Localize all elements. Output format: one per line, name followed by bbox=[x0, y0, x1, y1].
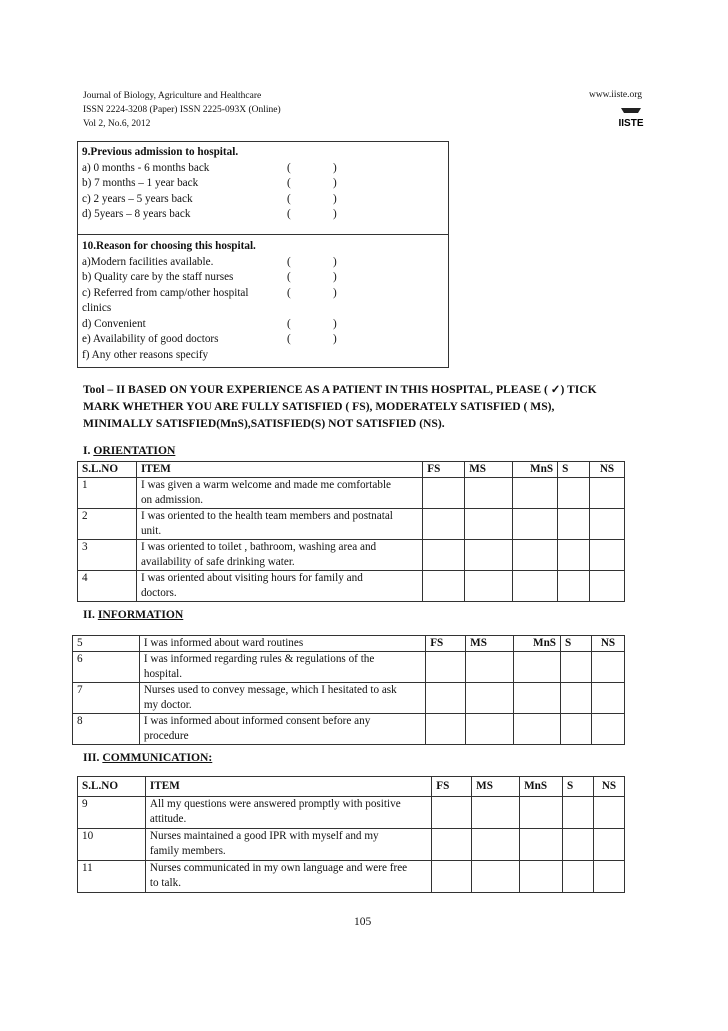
iiste-logo bbox=[618, 106, 644, 128]
q10-option[interactable]: f) Any other reasons specify bbox=[82, 348, 209, 361]
question-10-title: 10.Reason for choosing this hospital. bbox=[82, 240, 256, 252]
table-row: 1 I was given a warm welcome and made me comfortable on admission. bbox=[78, 478, 625, 509]
ms-cell[interactable] bbox=[466, 652, 514, 683]
ns-cell[interactable] bbox=[590, 509, 625, 540]
q9-option[interactable]: b) 7 months – 1 year back ( ) bbox=[82, 177, 337, 189]
fs-cell[interactable] bbox=[426, 683, 466, 714]
s-cell[interactable] bbox=[558, 540, 590, 571]
s-cell[interactable] bbox=[558, 509, 590, 540]
mns-cell[interactable] bbox=[513, 571, 558, 602]
journal-url[interactable]: www.iiste.org bbox=[588, 90, 642, 100]
ns-cell[interactable] bbox=[591, 683, 624, 714]
table-row: 10 Nurses maintained a good IPR with myself and my family members. bbox=[78, 829, 625, 861]
fs-cell[interactable] bbox=[423, 509, 465, 540]
table-row: 4 I was oriented about visiting hours for family and doctors. bbox=[78, 571, 625, 602]
s-cell[interactable] bbox=[561, 714, 592, 745]
q10-option[interactable]: a)Modern facilities available. ( ) bbox=[82, 255, 337, 268]
s-cell[interactable] bbox=[563, 861, 594, 893]
mns-cell[interactable] bbox=[520, 797, 563, 829]
ms-cell[interactable] bbox=[465, 571, 513, 602]
ns-cell[interactable] bbox=[591, 714, 624, 745]
mns-cell[interactable] bbox=[514, 652, 561, 683]
mns-cell[interactable] bbox=[514, 683, 561, 714]
ns-cell[interactable] bbox=[590, 540, 625, 571]
information-table bbox=[72, 635, 625, 745]
table-header-row: S.L.NO ITEM FS MS MnS S NS bbox=[78, 462, 625, 478]
mns-cell[interactable] bbox=[514, 714, 561, 745]
table-row: 6 I was informed regarding rules & regulations of the hospital. bbox=[73, 652, 625, 683]
q10-option[interactable]: c) Referred from camp/other hospital ( ) bbox=[82, 286, 337, 299]
s-cell[interactable] bbox=[561, 652, 592, 683]
s-cell[interactable] bbox=[563, 797, 594, 829]
table-row: 7 Nurses used to convey message, which I hesitated to ask my doctor. bbox=[73, 683, 625, 714]
table-row: 11 Nurses communicated in my own language and were free to talk. bbox=[78, 861, 625, 893]
ms-cell[interactable] bbox=[472, 797, 520, 829]
mns-cell[interactable] bbox=[513, 509, 558, 540]
ms-cell[interactable] bbox=[472, 829, 520, 861]
ms-cell[interactable] bbox=[465, 540, 513, 571]
table-row: 9 All my questions were answered promptly with positive attitude. bbox=[78, 797, 625, 829]
mns-cell[interactable] bbox=[513, 540, 558, 571]
ms-cell[interactable] bbox=[465, 509, 513, 540]
journal-issn: ISSN 2224-3208 (Paper) ISSN 2225-093X (Online) bbox=[83, 105, 281, 115]
logo-text: IISTE bbox=[618, 118, 644, 128]
communication-table bbox=[77, 776, 625, 893]
mns-cell[interactable] bbox=[513, 478, 558, 509]
ns-cell[interactable] bbox=[593, 861, 624, 893]
fs-cell[interactable] bbox=[423, 540, 465, 571]
journal-volume: Vol 2, No.6, 2012 bbox=[83, 119, 151, 129]
table-header-row: S.L.NO ITEM FS MS MnS S NS bbox=[78, 777, 625, 797]
page-number: 105 bbox=[354, 916, 372, 928]
table-row: 3 I was oriented to toilet , bathroom, washing area and availability of safe drinking water. bbox=[78, 540, 625, 571]
s-cell[interactable] bbox=[561, 683, 592, 714]
question-9-box bbox=[77, 141, 449, 235]
ms-cell[interactable] bbox=[465, 478, 513, 509]
q10-option[interactable]: e) Availability of good doctors ( ) bbox=[82, 333, 337, 345]
ns-cell[interactable] bbox=[593, 829, 624, 861]
fs-cell[interactable] bbox=[432, 829, 472, 861]
fs-cell[interactable] bbox=[426, 714, 466, 745]
q10-option-continued: clinics bbox=[82, 302, 112, 314]
orientation-table bbox=[77, 461, 625, 602]
q10-option[interactable]: b) Quality care by the staff nurses ( ) bbox=[82, 271, 337, 283]
q9-option[interactable]: d) 5years – 8 years back ( ) bbox=[82, 208, 337, 220]
table-row: 5 I was informed about ward routines FS MS MnS S NS bbox=[73, 636, 625, 652]
fs-cell[interactable] bbox=[426, 652, 466, 683]
journal-name: Journal of Biology, Agriculture and Healthcare bbox=[83, 91, 262, 101]
question-10-box bbox=[77, 234, 449, 368]
ms-cell[interactable] bbox=[466, 683, 514, 714]
section-communication-heading: III. COMMUNICATION: bbox=[83, 751, 213, 764]
fs-cell[interactable] bbox=[423, 478, 465, 509]
ns-cell[interactable] bbox=[590, 571, 625, 602]
ns-cell[interactable] bbox=[590, 478, 625, 509]
fs-cell[interactable] bbox=[432, 797, 472, 829]
q10-option[interactable]: d) Convenient ( ) bbox=[82, 317, 337, 330]
table-row: 8 I was informed about informed consent before any procedure bbox=[73, 714, 625, 745]
ms-cell[interactable] bbox=[472, 861, 520, 893]
s-cell[interactable] bbox=[563, 829, 594, 861]
section-orientation-heading: I. ORIENTATION bbox=[83, 444, 176, 457]
question-9-title: 9.Previous admission to hospital. bbox=[82, 146, 239, 158]
s-cell[interactable] bbox=[558, 571, 590, 602]
q9-option[interactable]: a) 0 months - 6 months back ( ) bbox=[82, 161, 337, 174]
mns-cell[interactable] bbox=[520, 829, 563, 861]
fs-cell[interactable] bbox=[423, 571, 465, 602]
q9-option[interactable]: c) 2 years – 5 years back ( ) bbox=[82, 192, 337, 205]
s-cell[interactable] bbox=[558, 478, 590, 509]
ns-cell[interactable] bbox=[591, 652, 624, 683]
ms-cell[interactable] bbox=[466, 714, 514, 745]
ns-cell[interactable] bbox=[593, 797, 624, 829]
table-row: 2 I was oriented to the health team members and postnatal unit. bbox=[78, 509, 625, 540]
tool-instructions: Tool – II BASED ON YOUR EXPERIENCE AS A PATIENT IN THIS HOSPITAL, PLEASE ( ✓) TICK MARK WHETHER YOU ARE FULLY SATISFIED ( FS), MODERATELY SATISFIED ( MS), MINIMALLY SATISFIED(MnS),SATISFIED(S) NOT SATISFIED (NS). bbox=[83, 383, 597, 430]
section-information-heading: II. INFORMATION bbox=[83, 608, 184, 621]
mns-cell[interactable] bbox=[520, 861, 563, 893]
fs-cell[interactable] bbox=[432, 861, 472, 893]
